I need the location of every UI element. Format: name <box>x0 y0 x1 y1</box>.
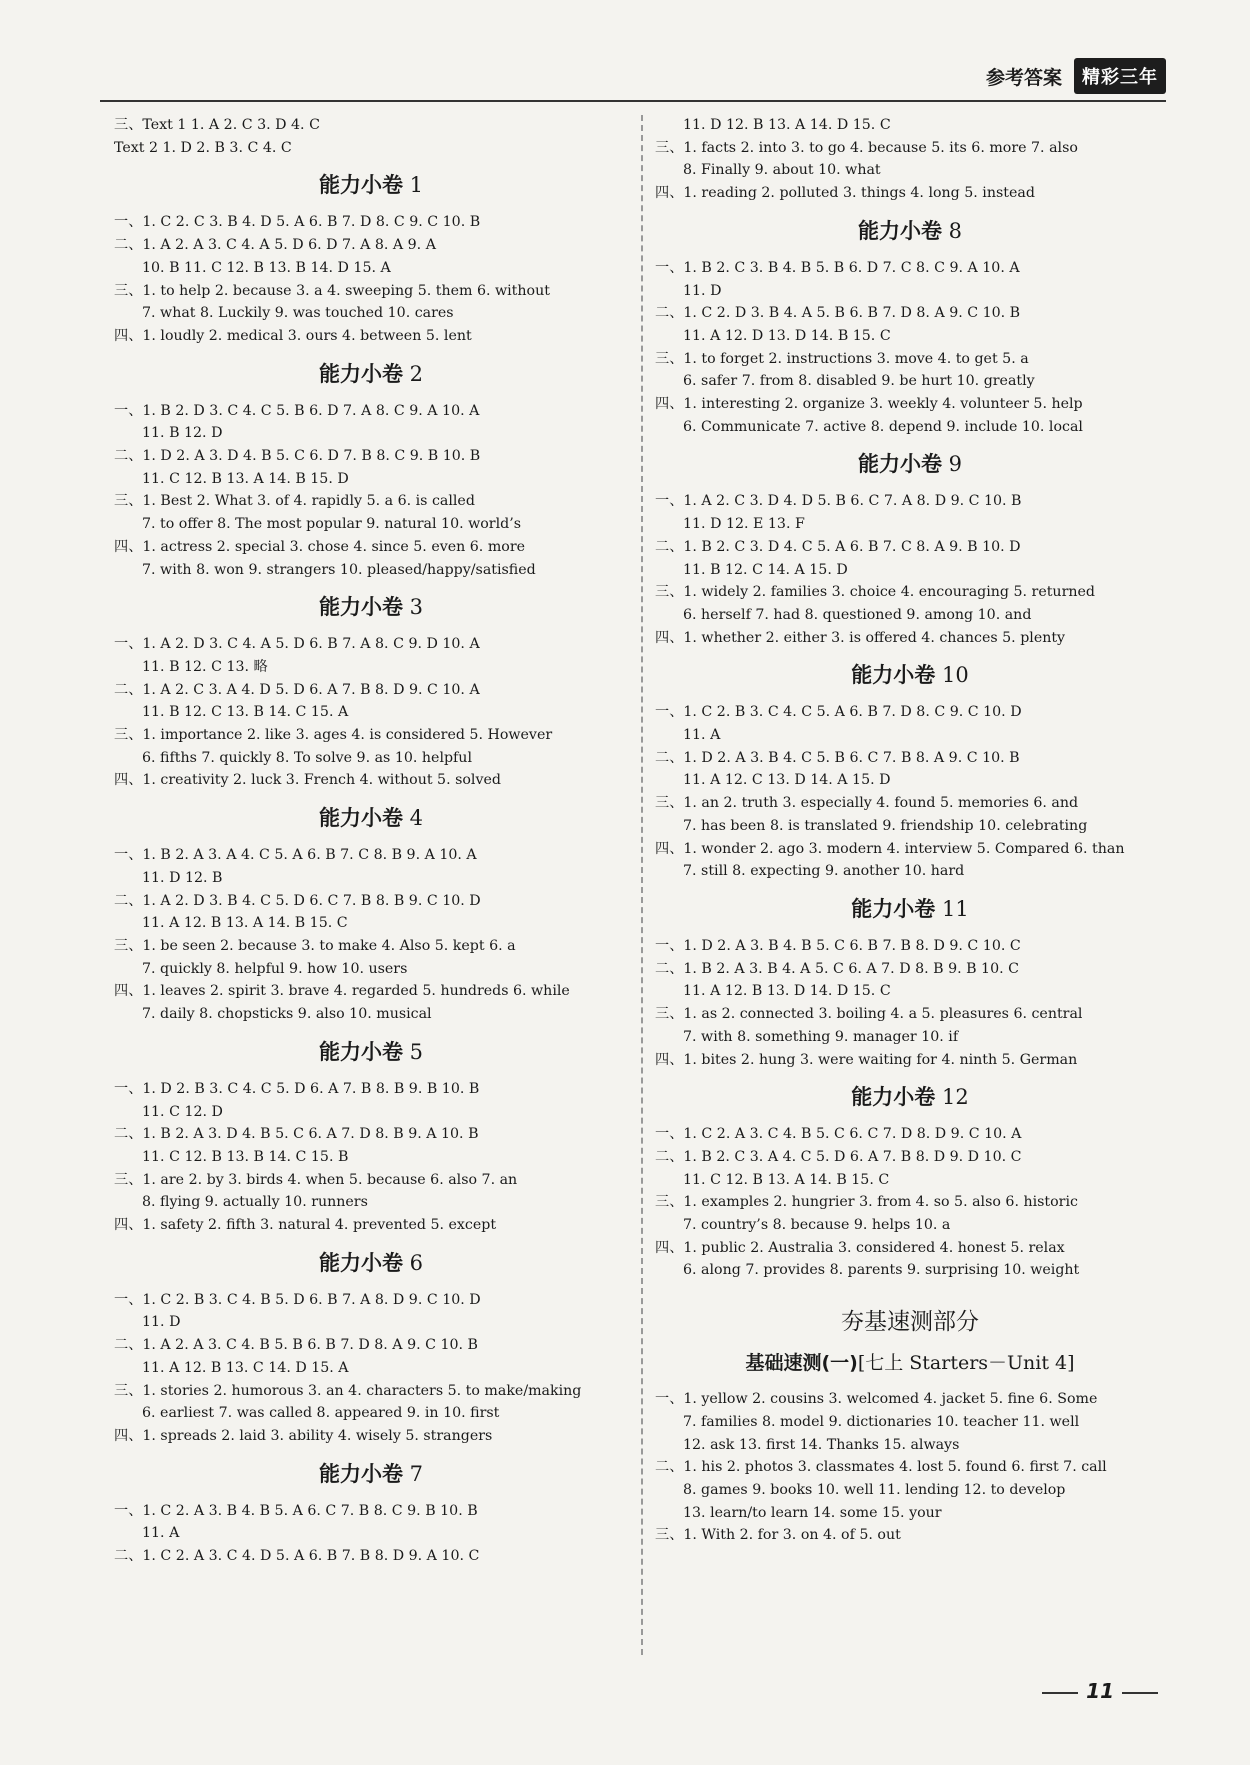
section-number: 12 <box>935 1085 969 1110</box>
section-title-text: 能力小卷 <box>318 1039 403 1064</box>
page-number-dash-right <box>1122 1692 1158 1694</box>
answer-line: 三、1. widely 2. families 3. choice 4. encouraging 5. returned <box>655 584 1095 601</box>
section-title <box>655 659 1165 691</box>
answer-line: 一、1. A 2. D 3. C 4. A 5. D 6. B 7. A 8. C 9. D 10. A <box>114 636 480 653</box>
answer-line: 三、1. importance 2. like 3. ages 4. is considered 5. However <box>114 727 553 744</box>
section-number: 11 <box>935 896 969 921</box>
answer-line: 二、1. A 2. D 3. B 4. C 5. D 6. C 7. B 8. B 9. C 10. D <box>114 892 481 909</box>
answer-line: 二、1. D 2. A 3. B 4. C 5. B 6. C 7. B 8. A 9. C 10. B <box>655 749 1020 766</box>
section-number: 8 <box>941 218 963 243</box>
answer-line: 7. has been 8. is translated 9. friendship 10. celebrating <box>683 817 1088 834</box>
answer-line: 一、1. B 2. A 3. A 4. C 5. A 6. B 7. C 8. B 9. A 10. A <box>114 847 477 864</box>
answer-line: 11. A 12. B 13. D 14. D 15. C <box>683 983 891 1000</box>
answer-line: 7. still 8. expecting 9. another 10. hard <box>683 863 965 880</box>
page-number-dash-left <box>1042 1692 1078 1694</box>
answer-line: 一、1. C 2. B 3. C 4. C 5. A 6. B 7. D 8. C 9. C 10. D <box>655 704 1022 721</box>
answer-line: 6. safer 7. from 8. disabled 9. be hurt 10. greatly <box>683 373 1035 390</box>
answer-line: 一、1. D 2. A 3. B 4. B 5. C 6. B 7. B 8. D 9. C 10. C <box>655 937 1021 954</box>
answer-line: 11. D 12. B <box>142 869 223 886</box>
answer-line: Text 2 1. D 2. B 3. C 4. C <box>114 139 292 156</box>
answer-line: 四、1. reading 2. polluted 3. things 4. long 5. instead <box>655 185 1035 202</box>
section-number: 5 <box>402 1039 424 1064</box>
answer-line: 6. Communicate 7. active 8. depend 9. include 10. local <box>683 418 1083 435</box>
section-title <box>114 1458 628 1490</box>
answer-line: 四、1. spreads 2. laid 3. ability 4. wisely 5. strangers <box>114 1427 493 1444</box>
section-title-text: 能力小卷 <box>318 361 403 386</box>
section-title-text: 能力小卷 <box>851 896 936 921</box>
answer-line: 二、1. B 2. C 3. A 4. C 5. D 6. A 7. B 8. D 9. D 10. C <box>655 1148 1022 1165</box>
section-title <box>114 358 628 390</box>
answer-line: 四、1. whether 2. either 3. is offered 4. chances 5. plenty <box>655 629 1066 646</box>
section-number: 4 <box>402 806 424 831</box>
answer-line: 四、1. loudly 2. medical 3. ours 4. between 5. lent <box>114 327 472 344</box>
answer-line: 三、1. With 2. for 3. on 4. of 5. out <box>655 1527 901 1544</box>
answer-line: 二、1. A 2. A 3. C 4. B 5. B 6. B 7. D 8. A 9. C 10. B <box>114 1337 478 1354</box>
answer-line: 三、1. be seen 2. because 3. to make 4. Also 5. kept 6. a <box>114 937 516 954</box>
answer-line: 四、1. bites 2. hung 3. were waiting for 4. ninth 5. German <box>655 1051 1078 1068</box>
answer-line: 7. daily 8. chopsticks 9. also 10. musical <box>142 1006 432 1023</box>
answer-line: 8. Finally 9. about 10. what <box>683 162 881 179</box>
answer-line: 11. A 12. C 13. D 14. A 15. D <box>683 772 891 789</box>
answer-line: 一、1. C 2. A 3. B 4. B 5. A 6. C 7. B 8. C 9. B 10. B <box>114 1502 478 1519</box>
answer-line: 二、1. C 2. D 3. B 4. A 5. B 6. B 7. D 8. A 9. C 10. B <box>655 305 1021 322</box>
answer-line: 二、1. C 2. A 3. C 4. D 5. A 6. B 7. B 8. D 9. A 10. C <box>114 1548 480 1565</box>
answer-line: 7. to offer 8. The most popular 9. natural 10. world’s <box>142 516 521 533</box>
answer-line: 13. learn/to learn 14. some 15. your <box>683 1504 942 1521</box>
section-number: 1 <box>402 173 424 198</box>
answer-line: 6. herself 7. had 8. questioned 9. among 10. and <box>683 606 1032 623</box>
section-title-text: 能力小卷 <box>318 173 403 198</box>
left-column <box>114 114 628 1568</box>
answer-line: 11. D 12. E 13. F <box>683 516 805 533</box>
answer-line: 二、1. B 2. A 3. D 4. B 5. C 6. A 7. D 8. B 9. A 10. B <box>114 1126 479 1143</box>
answer-line: 三、Text 1 1. A 2. C 3. D 4. C <box>114 117 320 133</box>
answer-line: 11. C 12. B 13. B 14. C 15. B <box>142 1148 349 1165</box>
answer-line: 7. with 8. something 9. manager 10. if <box>683 1028 959 1045</box>
answer-line: 11. D <box>683 282 722 299</box>
answer-line: 三、1. to forget 2. instructions 3. move 4. to get 5. a <box>655 350 1029 367</box>
answer-line: 三、1. Best 2. What 3. of 4. rapidly 5. a 6. is called <box>114 493 475 510</box>
answer-line: 一、1. yellow 2. cousins 3. welcomed 4. jacket 5. fine 6. Some <box>655 1391 1098 1408</box>
section-number: 2 <box>402 361 424 386</box>
answer-line: 一、1. A 2. C 3. D 4. D 5. B 6. C 7. A 8. D 9. C 10. B <box>655 493 1022 510</box>
answer-line: 二、1. A 2. A 3. C 4. A 5. D 6. D 7. A 8. A 9. A <box>114 237 436 254</box>
answer-line: 7. quickly 8. helpful 9. how 10. users <box>142 960 408 977</box>
page-number-value: 11 <box>1086 1679 1114 1703</box>
answer-line: 三、1. are 2. by 3. birds 4. when 5. because 6. also 7. an <box>114 1171 518 1188</box>
section-title <box>114 1247 628 1279</box>
answer-line: 一、1. C 2. A 3. C 4. B 5. C 6. C 7. D 8. D 9. C 10. A <box>655 1126 1022 1143</box>
answer-line: 11. B 12. C 14. A 15. D <box>683 561 848 578</box>
answer-line: 7. country’s 8. because 9. helps 10. a <box>683 1217 951 1234</box>
answer-line: 11. A 12. B 13. C 14. D 15. A <box>142 1359 349 1376</box>
section-number: 10 <box>935 663 969 688</box>
answer-line: 四、1. safety 2. fifth 3. natural 4. prevented 5. except <box>114 1217 497 1234</box>
page-header <box>986 58 1166 94</box>
answer-line: 11. C 12. B 13. A 14. B 15. C <box>683 1171 890 1188</box>
section-title-text: 能力小卷 <box>318 595 403 620</box>
answer-line: 一、1. D 2. B 3. C 4. C 5. D 6. A 7. B 8. B 9. B 10. B <box>114 1080 480 1097</box>
answer-line: 6. earliest 7. was called 8. appeared 9. in 10. first <box>142 1405 500 1422</box>
answer-line: 11. D <box>142 1314 181 1331</box>
answer-line: 11. A 12. D 13. D 14. B 15. C <box>683 327 891 344</box>
header-rule <box>100 100 1166 102</box>
answer-line: 二、1. his 2. photos 3. classmates 4. lost 5. found 6. first 7. call <box>655 1459 1107 1476</box>
answer-line: 11. C 12. D <box>142 1103 223 1120</box>
answer-line: 6. along 7. provides 8. parents 9. surprising 10. weight <box>683 1262 1080 1279</box>
column-divider <box>641 115 643 1655</box>
answer-line: 7. families 8. model 9. dictionaries 10. teacher 11. well <box>683 1413 1080 1430</box>
right-column <box>655 114 1165 1547</box>
answer-line: 一、1. B 2. D 3. C 4. C 5. B 6. D 7. A 8. C 9. A 10. A <box>114 402 480 419</box>
answer-line: 二、1. A 2. C 3. A 4. D 5. D 6. A 7. B 8. D 9. C 10. A <box>114 681 480 698</box>
section-title-text: 能力小卷 <box>318 806 403 831</box>
unit-title-cn: 基础速测(一) <box>745 1352 858 1375</box>
answer-line: 11. B 12. D <box>142 425 223 442</box>
answer-line: 三、1. to help 2. because 3. a 4. sweeping 5. them 6. without <box>114 282 550 299</box>
answer-line: 二、1. B 2. A 3. B 4. A 5. C 6. A 7. D 8. B 9. B 10. C <box>655 960 1019 977</box>
section-title <box>114 1036 628 1068</box>
page-number <box>1034 1679 1166 1703</box>
answer-line: 三、1. stories 2. humorous 3. an 4. characters 5. to make/making <box>114 1382 582 1399</box>
brand-badge: 精彩三年 <box>1074 58 1166 94</box>
unit-title-range: [七上 Starters－Unit 4] <box>857 1352 1075 1375</box>
header-label: 参考答案 <box>985 66 1062 89</box>
section-title <box>655 1081 1165 1113</box>
answer-line: 11. A <box>683 727 721 744</box>
section-number: 9 <box>941 452 963 477</box>
section-title-text: 能力小卷 <box>318 1461 403 1486</box>
section-title-text: 能力小卷 <box>851 663 936 688</box>
part-title: 夯基速测部分 <box>841 1309 979 1336</box>
section-title-text: 能力小卷 <box>857 218 942 243</box>
answer-line: 三、1. facts 2. into 3. to go 4. because 5. its 6. more 7. also <box>655 139 1078 156</box>
answer-line: 6. fifths 7. quickly 8. To solve 9. as 10. helpful <box>142 749 472 766</box>
answer-line: 11. D 12. B 13. A 14. D 15. C <box>683 117 891 133</box>
section-title <box>114 591 628 623</box>
section-title <box>114 802 628 834</box>
answer-line: 11. B 12. C 13. 略 <box>142 658 268 675</box>
section-title <box>655 448 1165 480</box>
answer-line: 三、1. examples 2. hungrier 3. from 4. so 5. also 6. historic <box>655 1194 1078 1211</box>
answer-line: 7. what 8. Luckily 9. was touched 10. cares <box>142 305 454 322</box>
answer-line: 四、1. interesting 2. organize 3. weekly 4. volunteer 5. help <box>655 396 1083 413</box>
unit-title <box>655 1348 1165 1378</box>
answer-line: 三、1. as 2. connected 3. boiling 4. a 5. pleasures 6. central <box>655 1006 1083 1023</box>
answer-line: 二、1. B 2. C 3. D 4. C 5. A 6. B 7. C 8. A 9. B 10. D <box>655 538 1021 555</box>
section-title <box>114 169 628 201</box>
answer-line: 四、1. creativity 2. luck 3. French 4. without 5. solved <box>114 772 501 789</box>
answer-line: 7. with 8. won 9. strangers 10. pleased/happy/satisfied <box>142 561 536 578</box>
answer-line: 三、1. an 2. truth 3. especially 4. found 5. memories 6. and <box>655 795 1079 812</box>
section-number: 7 <box>402 1461 424 1486</box>
answer-line: 11. B 12. C 13. B 14. C 15. A <box>142 704 349 721</box>
section-title <box>655 215 1165 247</box>
answer-line: 四、1. wonder 2. ago 3. modern 4. interview 5. Compared 6. than <box>655 840 1125 857</box>
answer-line: 8. games 9. books 10. well 11. lending 12. to develop <box>683 1481 1066 1498</box>
answer-line: 一、1. C 2. C 3. B 4. D 5. A 6. B 7. D 8. C 9. C 10. B <box>114 214 481 231</box>
section-title-text: 能力小卷 <box>318 1250 403 1275</box>
answer-line: 11. A <box>142 1525 180 1542</box>
answer-line: 11. C 12. B 13. A 14. B 15. D <box>142 470 349 487</box>
section-number: 6 <box>402 1250 424 1275</box>
answer-line: 一、1. C 2. B 3. C 4. B 5. D 6. B 7. A 8. D 9. C 10. D <box>114 1291 481 1308</box>
answer-line: 11. A 12. B 13. A 14. B 15. C <box>142 915 348 932</box>
answer-line: 10. B 11. C 12. B 13. B 14. D 15. A <box>142 259 391 276</box>
answer-line: 四、1. public 2. Australia 3. considered 4. honest 5. relax <box>655 1239 1065 1256</box>
answer-line: 一、1. B 2. C 3. B 4. B 5. B 6. D 7. C 8. C 9. A 10. A <box>655 259 1020 276</box>
answer-line: 四、1. actress 2. special 3. chose 4. since 5. even 6. more <box>114 538 526 555</box>
section-number: 3 <box>402 595 424 620</box>
answer-line: 8. flying 9. actually 10. runners <box>142 1194 368 1211</box>
answer-line: 12. ask 13. first 14. Thanks 15. always <box>683 1436 960 1453</box>
section-title-text: 能力小卷 <box>857 452 942 477</box>
section-title-text: 能力小卷 <box>851 1085 936 1110</box>
answer-line: 二、1. D 2. A 3. D 4. B 5. C 6. D 7. B 8. C 9. B 10. B <box>114 448 481 465</box>
section-title <box>655 893 1165 925</box>
answer-line: 四、1. leaves 2. spirit 3. brave 4. regarded 5. hundreds 6. while <box>114 983 570 1000</box>
